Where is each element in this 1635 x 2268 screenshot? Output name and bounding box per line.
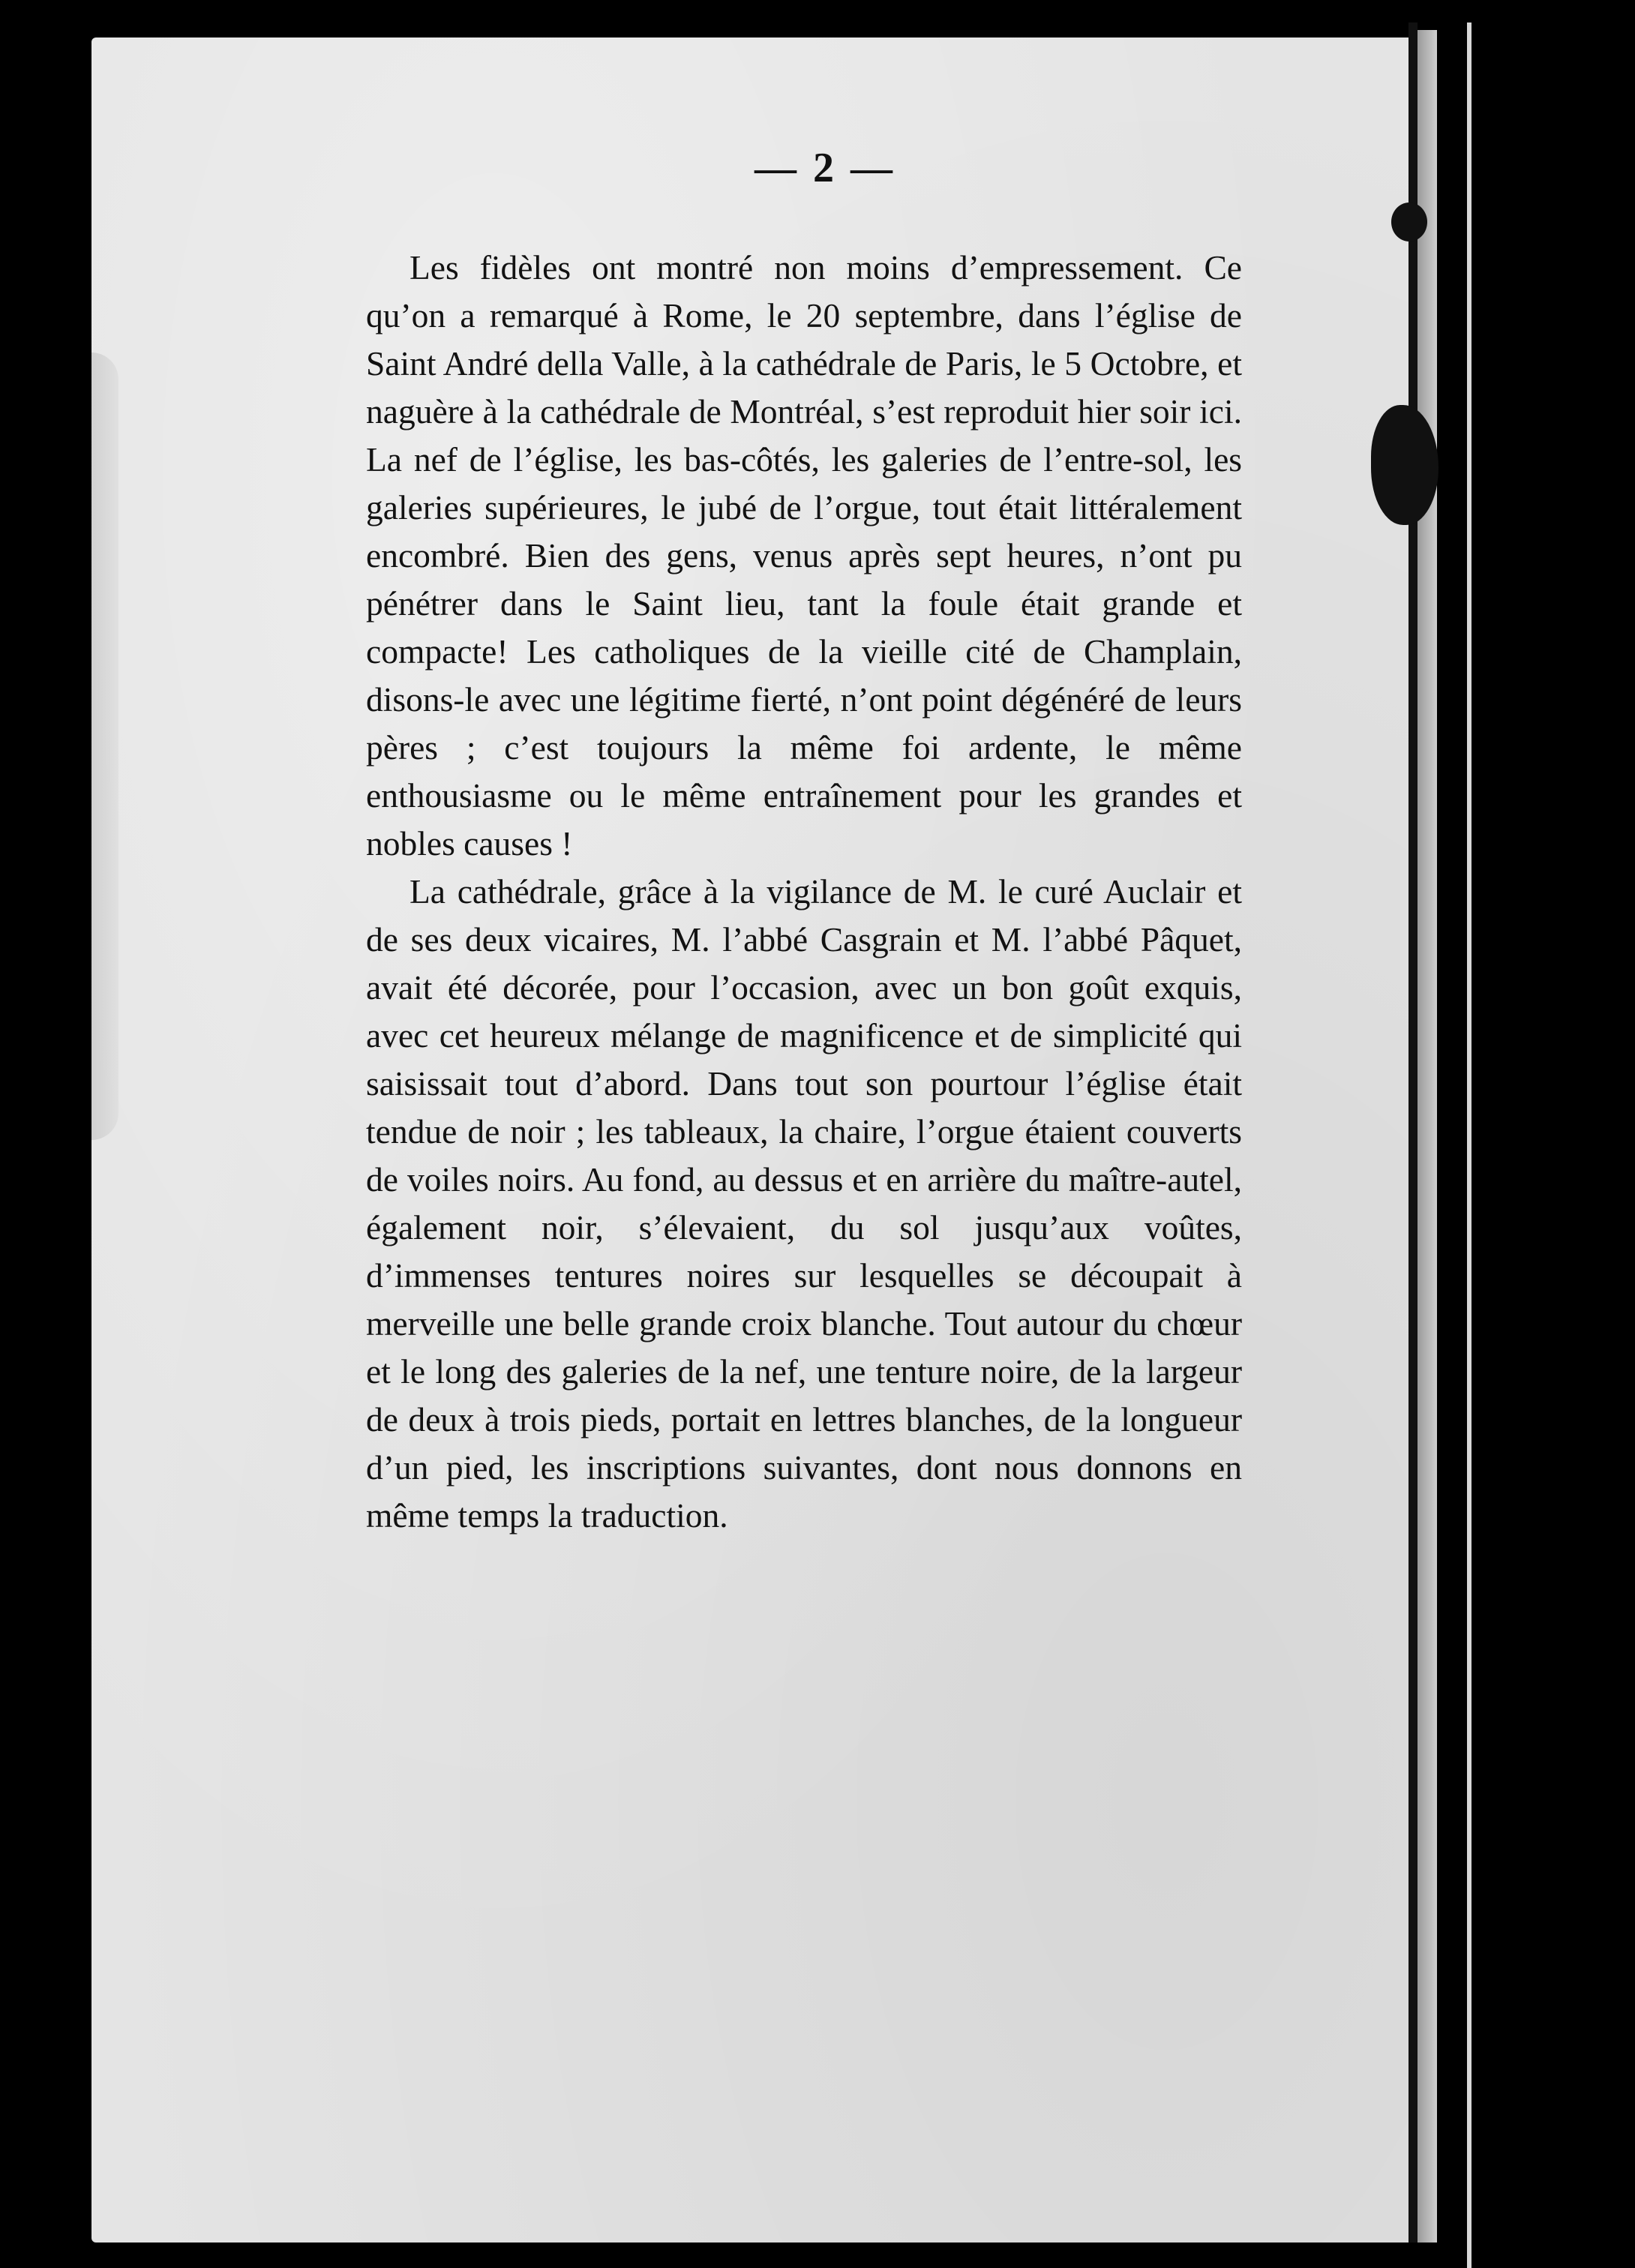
paragraph-2: La cathédrale, grâce à la vigilance de M. le curé Auclair et de ses deux vicaires, M. l’abbé Casgrain et M. l’abbé Pâquet, avait été décorée, pour l’occasion, avec un bon goût exquis, avec cet heureux mélange de magnificence et de simplicité qui saisissait tout d’abord. Dans tout son pourtour l’église était tendue de noir ; les tableaux, la chaire, l’orgue étaient couverts de voiles noirs. Au fond, au dessus et en arrière du maître-autel, également noir, s’élevaient, du sol jusqu’aux voûtes, d’immenses tentures noires sur lesquelles se découpait à merveille une belle grande croix blanche. Tout autour du chœur et le long des galeries de la nef, une tenture noire, de la largeur de deux à trois pieds, portait en lettres blanches, de la longueur d’un pied, les inscriptions suivantes, dont nous donnons en même temps la traduction. xyxy=(366,872,1242,1534)
scan-border-line xyxy=(1467,22,1472,2268)
scan-border xyxy=(1437,22,1635,2268)
page-curl-shadow xyxy=(92,352,118,1140)
binding-gutter xyxy=(1408,22,1418,2242)
body-text xyxy=(366,244,1242,1540)
next-page-edge xyxy=(1418,30,1437,2242)
page-number: — 2 — xyxy=(754,145,896,191)
paragraph-1: Les fidèles ont montré non moins d’empressement. Ce qu’on a remarqué à Rome, le 20 septembre, dans l’église de Saint André della Valle, à la cathédrale de Paris, le 5 Octobre, et naguère à la cathédrale de Montréal, s’est reproduit hier soir ici. La nef de l’église, les bas-côtés, les galeries de l’entre-sol, les galeries supérieures, le jubé de l’orgue, tout était littéralement encombré. Bien des gens, venus après sept heures, n’ont pu pénétrer dans le Saint lieu, tant la foule était grande et compacte! Les catholiques de la vieille cité de Champlain, disons-le avec une légitime fierté, n’ont point dégénéré de leurs pères ; c’est toujours la même foi ardente, le même enthousiasme ou le même entraînement pour les grandes et nobles causes ! xyxy=(366,248,1242,862)
ink-stain-small xyxy=(1391,202,1427,242)
